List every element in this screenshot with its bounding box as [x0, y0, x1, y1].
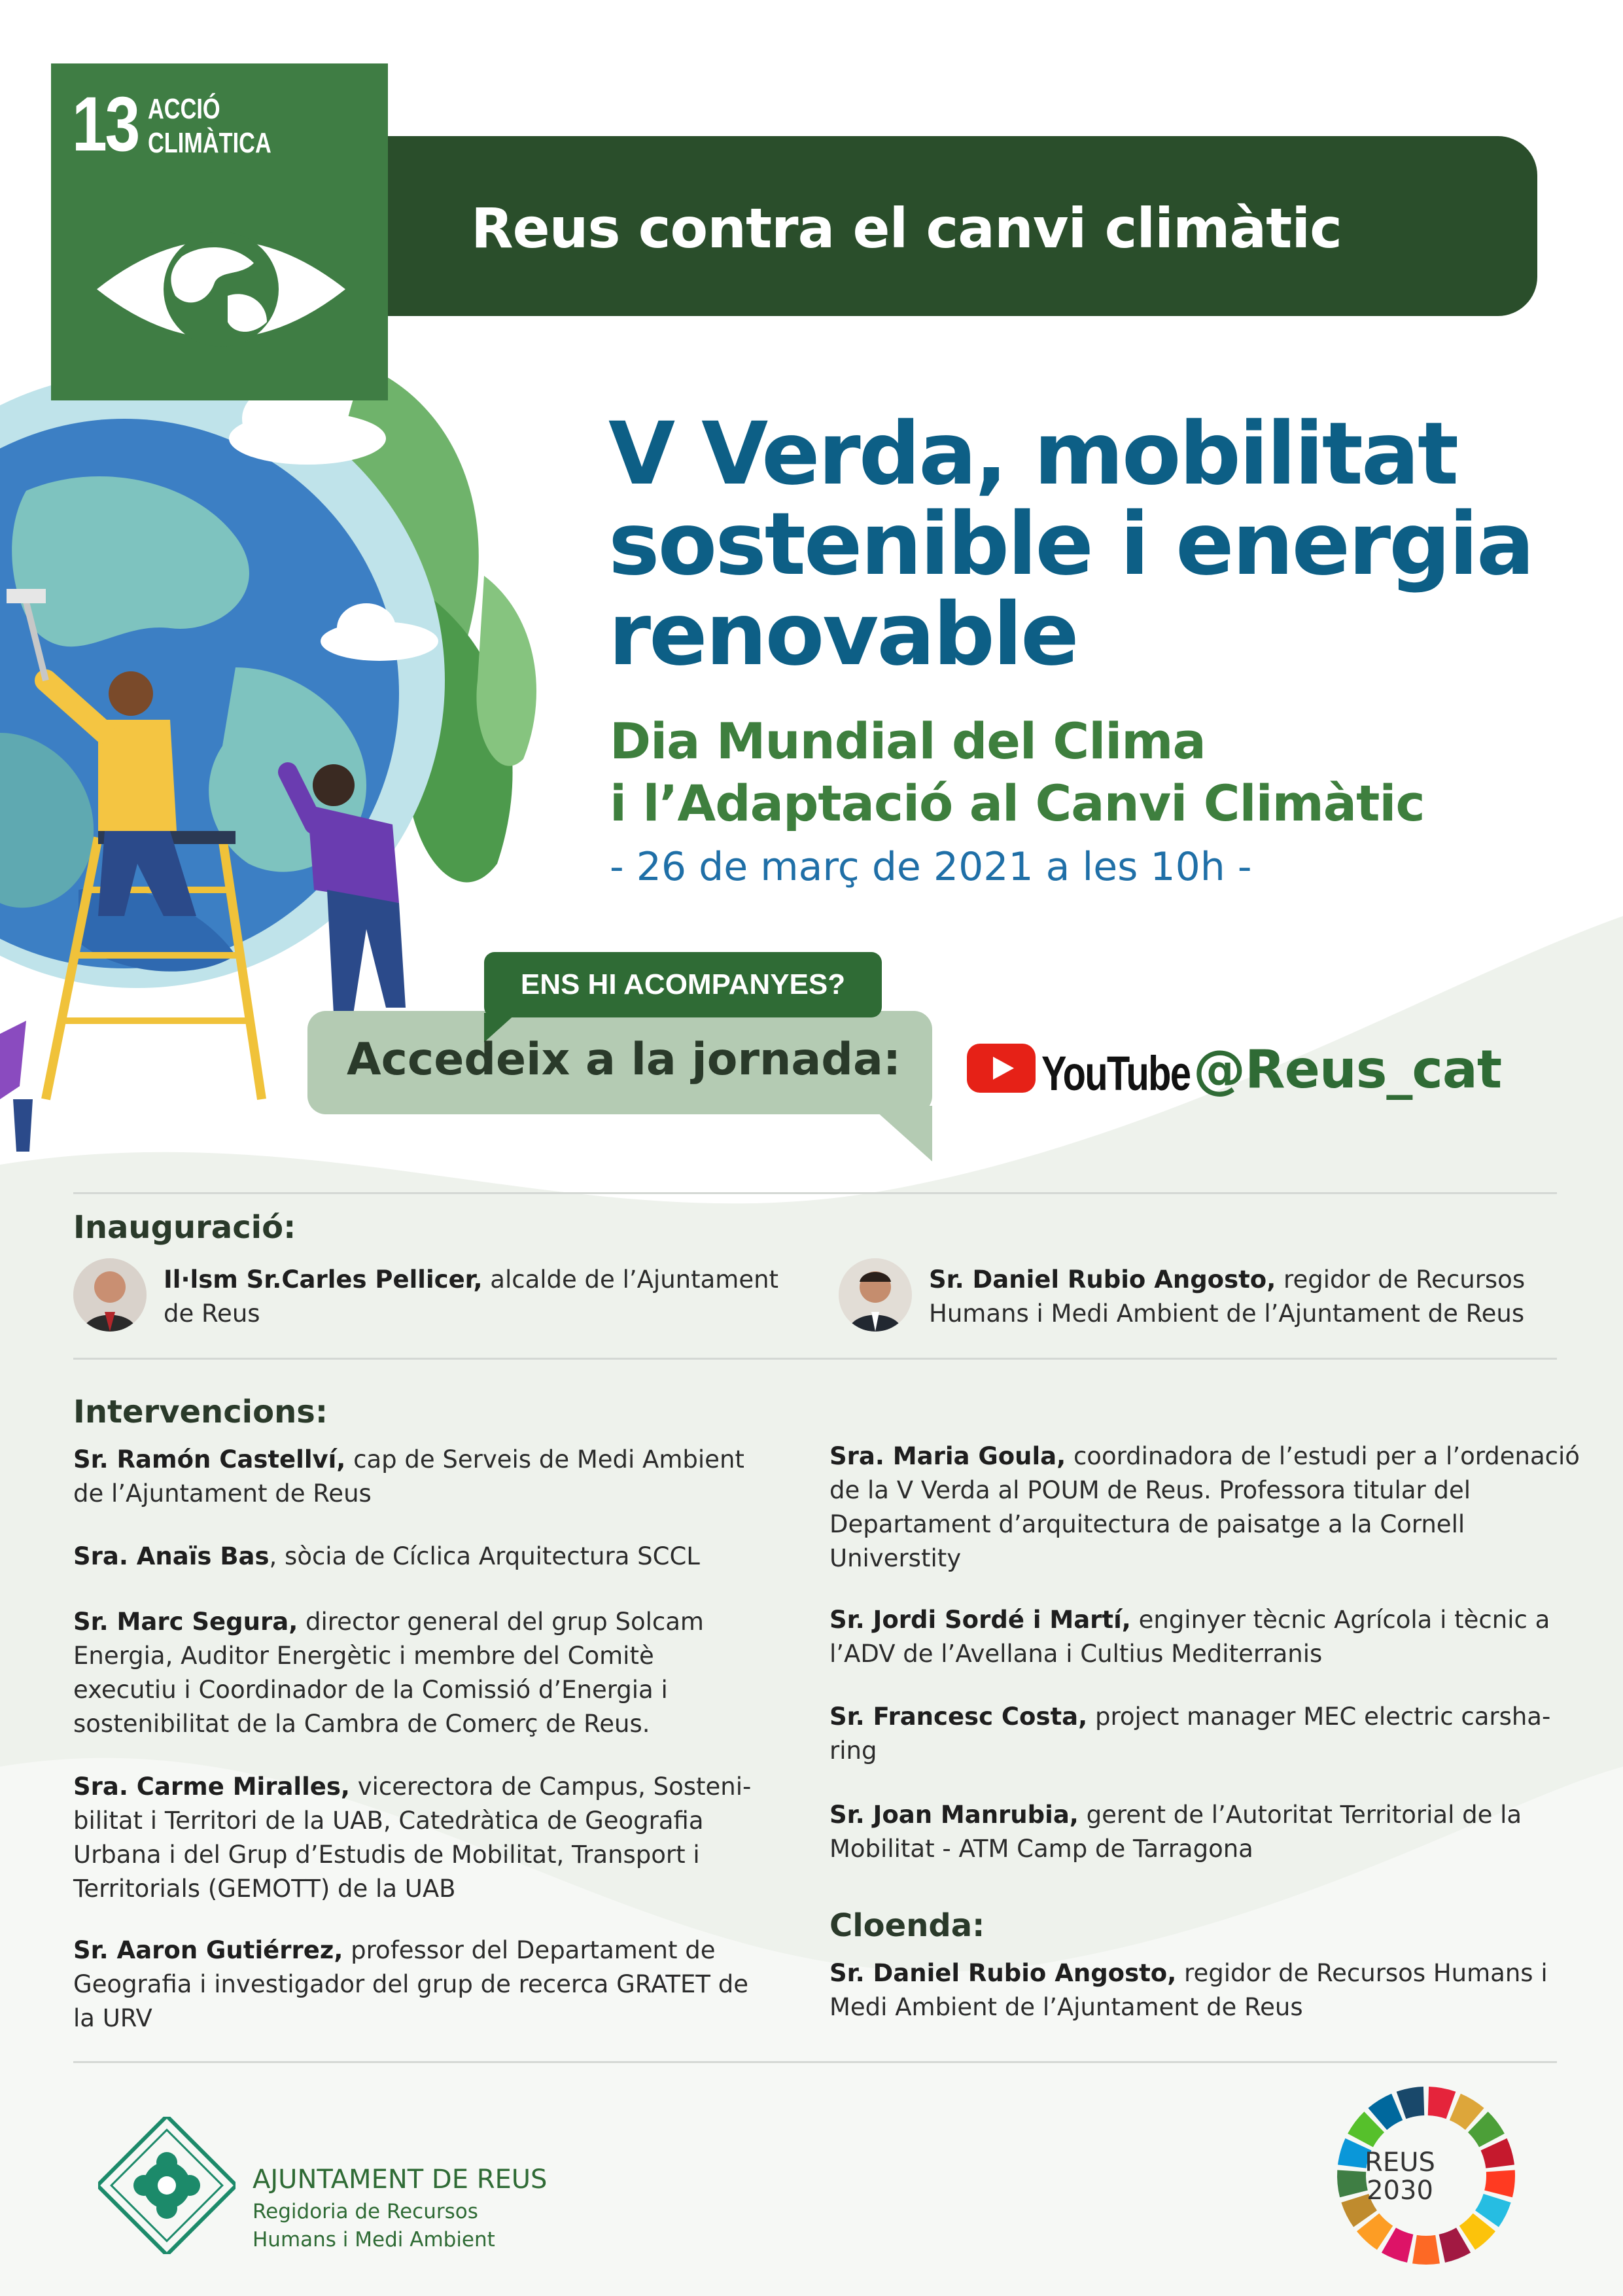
speaker-name: Sra. Anaïs Bas [73, 1542, 270, 1570]
speaker-name: Sr. Joan Manrubia, [829, 1801, 1079, 1829]
sdg-label-line2: CLIMÀTICA [148, 127, 271, 159]
speaker-role-cont: de la V Verda al POUM de Reus. Professora titular del [829, 1476, 1471, 1504]
speaker-role: enginyer tècnic Agrícola i tècnic a [1130, 1606, 1550, 1634]
inauguracio-person-1 [164, 1263, 778, 1331]
speaker-role-cont: Territorials (GEMOTT) de la UAB [73, 1875, 456, 1903]
speaker-role: professor del Departament de [343, 1936, 716, 1964]
section-heading-intervencions: Intervencions: [73, 1394, 328, 1430]
section-heading-cloenda: Cloenda: [829, 1907, 985, 1944]
avatar [839, 1258, 912, 1332]
speaker-left-4 [73, 1770, 751, 1906]
speaker-role: gerent de l’Autoritat Territorial de la [1078, 1801, 1522, 1829]
youtube-play-icon[interactable] [967, 1044, 1036, 1093]
sdg-label-line1: ACCIÓ [148, 93, 220, 125]
divider [73, 1358, 1557, 1360]
sdg-13-badge [51, 63, 388, 400]
speaker-right-3 [829, 1700, 1550, 1768]
event-title [608, 404, 1533, 685]
subtitle-line-2: i l’Adaptació al Canvi Climàtic [610, 774, 1425, 832]
speaker-left-5 [73, 1934, 748, 2036]
speaker-role-cont: bilitat i Territori de la UAB, Catedràtica de Geografia [73, 1807, 704, 1835]
footer-dept-line-1: Regidoria de Recursos [253, 2200, 478, 2223]
ajuntament-reus-rose-logo [98, 2117, 236, 2254]
speaker-role-cont: Geografia i investigador del grup de recerca GRATET de [73, 1970, 748, 1998]
sdg-wheel-segment [1412, 2235, 1440, 2265]
speaker-name: Sr. Daniel Rubio Angosto, [829, 1959, 1177, 1987]
speaker-role-cont: executiu i Coordinador de la Comissió d’Energia i [73, 1676, 668, 1704]
divider [73, 2061, 1557, 2063]
speaker-right-2 [829, 1603, 1550, 1671]
speaker-name: Sr. Aaron Gutiérrez, [73, 1936, 343, 1964]
person-role: alcalde de l’Ajuntament [482, 1265, 779, 1294]
title-line-2: sostenible i energia [608, 494, 1533, 595]
speaker-role-cont: Urbana i del Grup d’Estudis de Mobilitat, Transport i [73, 1841, 700, 1869]
speaker-name: Sr. Jordi Sordé i Martí, [829, 1606, 1131, 1634]
speaker-role: vicerectora de Campus, Sosteni- [349, 1773, 752, 1801]
cloenda-person [829, 1956, 1548, 2024]
wheel-label-line2: 2030 [1367, 2176, 1433, 2206]
footer-org-name: AJUNTAMENT DE REUS [253, 2164, 548, 2195]
speaker-left-3 [73, 1605, 704, 1741]
speaker-role-cont: l’ADV de l’Avellana i Cultius Mediterranis [829, 1640, 1323, 1668]
subtitle-line-1: Dia Mundial del Clima [610, 712, 1206, 770]
speaker-role-cont: la URV [73, 2004, 152, 2032]
speaker-role-cont: sostenibilitat de la Cambra de Comerç de Reus. [73, 1710, 650, 1738]
speaker-role: director general del grup Solcam [298, 1608, 704, 1636]
event-date: - 26 de març de 2021 a les 10h - [610, 844, 1252, 890]
speaker-role-cont: de l’Ajuntament de Reus [73, 1479, 372, 1508]
speaker-name: Sra. Maria Goula, [829, 1442, 1066, 1470]
cta-bubble-text: Accedeix a la jornada: [347, 1034, 901, 1086]
speaker-role: project manager MEC electric carsha- [1087, 1703, 1551, 1731]
speaker-role: regidor de Recursos Humans i [1176, 1959, 1548, 1987]
sdg-wheel-segment [1484, 2170, 1515, 2198]
speaker-name: Sr. Ramón Castellví, [73, 1445, 346, 1474]
person-role-cont: Humans i Medi Ambient de l’Ajuntament de Reus [929, 1299, 1525, 1328]
banner-title: Reus contra el canvi climàtic [471, 196, 1342, 260]
speaker-name: Sr. Francesc Costa, [829, 1703, 1088, 1731]
person-name: Il·lsm Sr.Carles Pellicer, [164, 1265, 483, 1294]
wheel-label-line1: REUS [1365, 2147, 1435, 2178]
person-role-cont: de Reus [164, 1299, 260, 1328]
speaker-role-cont: Departament d’arquitectura de paisatge a la Cornell [829, 1510, 1465, 1538]
speaker-role-cont: Medi Ambient de l’Ajuntament de Reus [829, 1993, 1303, 2021]
avatar [73, 1258, 147, 1332]
speaker-right-4 [829, 1798, 1522, 1866]
youtube-wordmark[interactable]: YouTube [1041, 1046, 1191, 1101]
person-name: Sr. Daniel Rubio Angosto, [929, 1265, 1276, 1294]
title-line-1: V Verda, mobilitat [608, 404, 1457, 504]
speaker-role-cont: Universtity [829, 1544, 962, 1572]
sdg-wheel-segment [1397, 2087, 1425, 2119]
speaker-left-1 [73, 1443, 744, 1511]
section-heading-inauguracio: Inauguració: [73, 1209, 296, 1246]
speaker-role-cont: Energia, Auditor Energètic i membre del Comitè [73, 1642, 654, 1670]
speaker-role-cont: ring [829, 1737, 877, 1765]
speaker-right-1 [829, 1439, 1580, 1576]
title-line-3: renovable [608, 584, 1077, 685]
eye-globe-icon [90, 217, 352, 361]
speaker-name: Sr. Marc Segura, [73, 1608, 298, 1636]
sdg-wheel-segment [1428, 2087, 1456, 2119]
person-role: regidor de Recursos [1276, 1265, 1526, 1294]
speaker-role: cap de Serveis de Medi Ambient [345, 1445, 744, 1474]
divider [73, 1192, 1557, 1194]
youtube-handle[interactable]: @Reus_cat [1193, 1039, 1502, 1100]
speaker-role: coordinadora de l’estudi per a l’ordenació [1066, 1442, 1580, 1470]
sdg-number: 13 [72, 81, 139, 168]
speaker-name: Sra. Carme Miralles, [73, 1773, 350, 1801]
speaker-left-2 [73, 1540, 700, 1574]
inauguracio-person-2 [929, 1263, 1525, 1331]
speaker-role-cont: Mobilitat - ATM Camp de Tarragona [829, 1835, 1253, 1863]
footer-dept-line-2: Humans i Medi Ambient [253, 2228, 495, 2252]
speaker-role: , sòcia de Cíclica Arquitectura SCCL [269, 1542, 700, 1570]
cta-tag: ENS HI ACOMPANYES? [484, 952, 882, 1017]
bubble-tail [870, 1106, 935, 1165]
